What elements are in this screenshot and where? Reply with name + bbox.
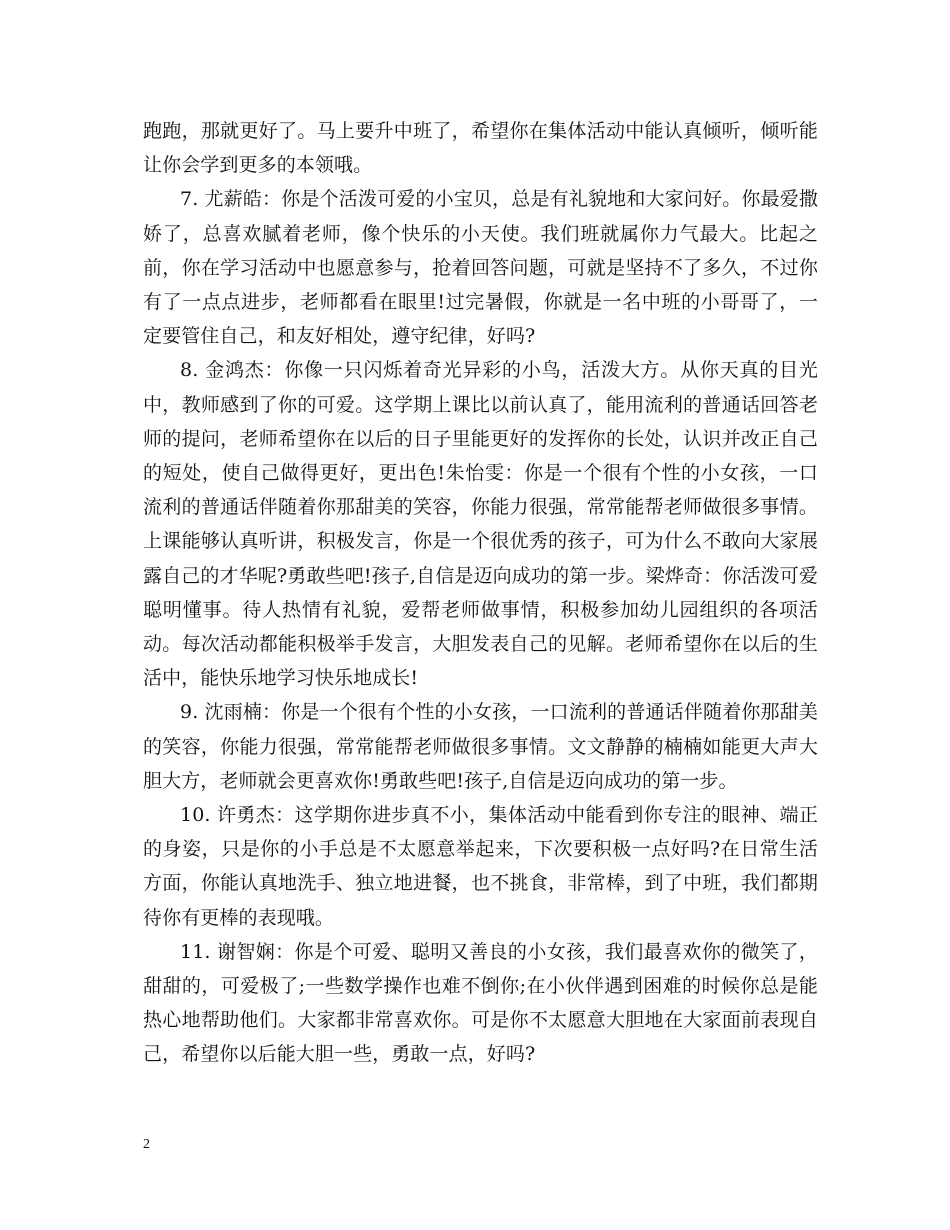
page-number: 2 [143,1137,150,1152]
paragraph-continuation: 跑跑，那就更好了。马上要升中班了，希望你在集体活动中能认真倾听，倾听能让你会学到更多的本领哦。 [143,120,818,177]
paragraph-item-10: 10. 许勇杰：这学期你进步真不小，集体活动中能看到你专注的眼神、端正的身姿，只是你的小手总是不太愿意举起来，下次要积极一点好吗?在日常生活方面，你能认真地洗手、独立地进餐，也不挑食，非常棒，到了中班，我们都期待你有更棒的表现哦。 [143,804,818,929]
paragraph-item-9: 9. 沈雨楠：你是一个很有个性的小女孩，一口流利的普通话伴随着你那甜美的笑容，你能力很强，常常能帮老师做很多事情。文文静静的楠楠如能更大声大胆大方，老师就会更喜欢你!勇敢些吧!孩子,自信是迈向成功的第一步。 [143,701,818,792]
paragraph-item-8: 8. 金鸿杰：你像一只闪烁着奇光异彩的小鸟，活泼大方。从你天真的目光中，教师感到了你的可爱。这学期上课比以前认真了，能用流利的普通话回答老师的提问，老师希望你在以后的日子里能更好的发挥你的长处，认识并改正自己的短处，使自己做得更好，更出色!朱怡雯：你是一个很有个性的小女孩，一口流利的普通话伴随着你那甜美的笑容，你能力很强，常常能帮老师做很多事情。上课能够认真听讲，积极发言，你是一个很优秀的孩子，可为什么不敢向大家展露自己的才华呢?勇敢些吧!孩子,自信是迈向成功的第一步。梁烨奇：你活泼可爱聪明懂事。待人热情有礼貌，爱帮老师做事情，积极参加幼儿园组织的各项活动。每次活动都能积极举手发言，大胆发表自己的见解。老师希望你在以后的生活中，能快乐地学习快乐地成长! [143,359,818,690]
paragraph-item-7: 7. 尤薪皓：你是个活泼可爱的小宝贝，总是有礼貌地和大家问好。你最爱撒娇了，总喜欢腻着老师，像个快乐的小天使。我们班就属你力气最大。比起之前，你在学习活动中也愿意参与，抢着回答问题，可就是坚持不了多久，不过你有了一点点进步，老师都看在眼里!过完暑假，你就是一名中班的小哥哥了，一定要管住自己，和友好相处，遵守纪律，好吗? [143,188,818,348]
paragraph-item-11: 11. 谢智娴：你是个可爱、聪明又善良的小女孩，我们最喜欢你的微笑了，甜甜的，可爱极了;一些数学操作也难不倒你;在小伙伴遇到困难的时候你总是能热心地帮助他们。大家都非常喜欢你。可是你不太愿意大胆地在大家面前表现自己，希望你以后能大胆一些，勇敢一点，好吗? [143,940,818,1066]
document-body [143,114,818,1072]
